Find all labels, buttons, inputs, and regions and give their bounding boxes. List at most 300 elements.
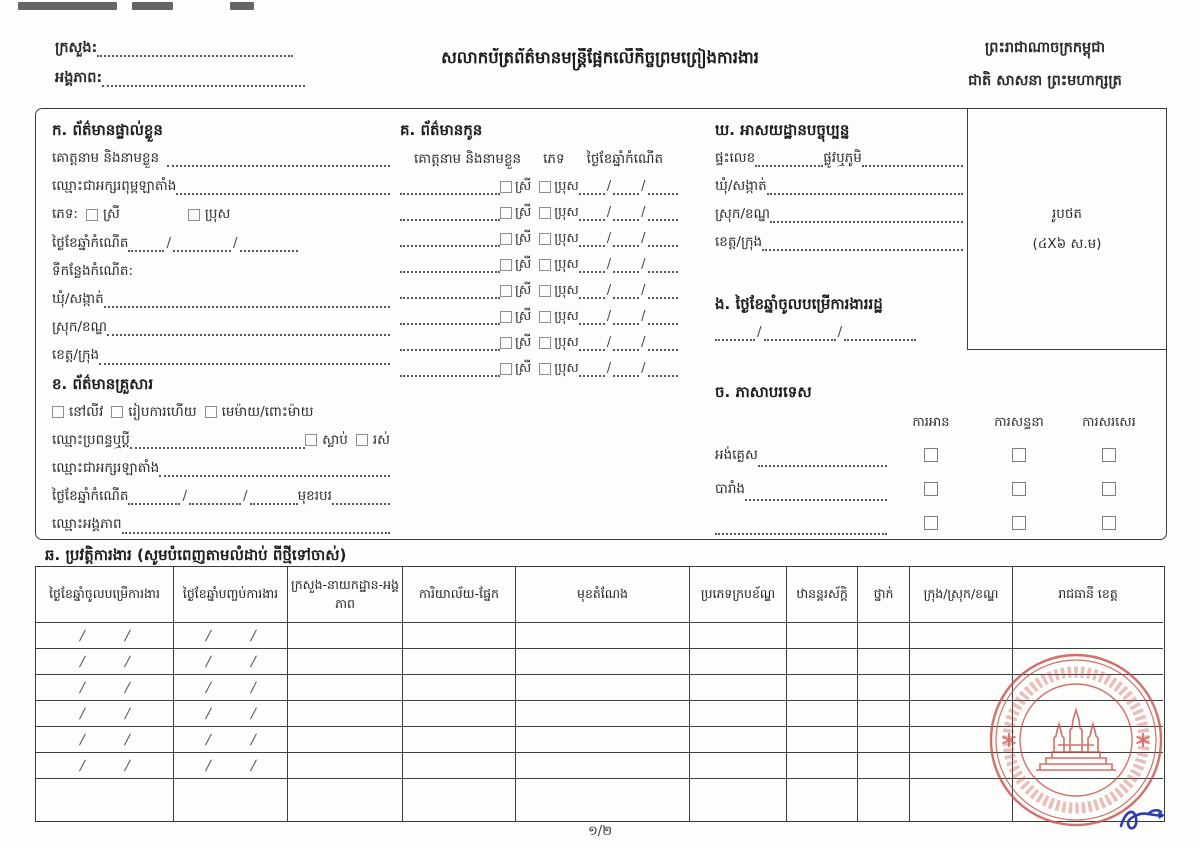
sex-line: [52, 200, 390, 228]
section-d-heading: ឃ. អាសយដ្ឋានបច្ចុប្បន្ន: [715, 121, 850, 139]
slash: /: [606, 361, 612, 376]
addr-commune-line: [715, 172, 963, 200]
slash: /: [641, 179, 646, 194]
child-dob-month-fill-in[interactable]: [613, 336, 639, 351]
slash: /: [606, 257, 612, 272]
table-cell-start-date[interactable]: / /: [36, 675, 174, 701]
child-female-checkbox[interactable]: [500, 311, 512, 323]
slash: /: [641, 335, 646, 350]
unit-fill-in[interactable]: [102, 72, 305, 87]
dob-year-fill-in[interactable]: [240, 237, 298, 252]
slash: /: [641, 361, 646, 376]
dob-label: ថ្ងៃខែឆ្នាំកំណើត: [52, 234, 129, 251]
slash: /: [606, 335, 612, 350]
table-cell-end-date[interactable]: / /: [174, 675, 288, 701]
table-cell-start-date[interactable]: / /: [36, 727, 174, 753]
table-cell[interactable]: [1013, 675, 1163, 701]
child-male-label: ប្រុស: [554, 231, 579, 246]
child-female-checkbox[interactable]: [500, 337, 512, 349]
child-female-label: ស្រី: [515, 179, 532, 194]
dob-line: [52, 229, 390, 257]
child-row: [400, 174, 714, 200]
slash: /: [233, 234, 238, 251]
language-row-french: [715, 472, 887, 506]
table-cell[interactable]: [288, 623, 403, 649]
ministry-line: [55, 34, 293, 62]
table-cell[interactable]: [288, 649, 403, 675]
table-cell[interactable]: [516, 779, 690, 821]
table-cell-end-date[interactable]: / /: [174, 753, 288, 779]
table-cell[interactable]: [516, 701, 690, 727]
child-row: [400, 304, 714, 330]
ministry-label: ក្រសួង:: [55, 40, 98, 56]
language-grid: [715, 408, 1167, 540]
table-cell[interactable]: [787, 727, 858, 753]
scan-artifact: [132, 2, 173, 10]
section-g-heading: ឆ. ប្រវត្តិការងារ (សូមបំពេញតាមលំដាប់ ពីថ្មីទៅចាស់): [45, 546, 347, 564]
table-cell[interactable]: [787, 623, 858, 649]
table-cell[interactable]: [858, 623, 910, 649]
child-male-label: ប្រុស: [554, 361, 579, 376]
commune-label: ឃុំ/សង្កាត់: [52, 291, 104, 308]
sex-label: ភេទ:: [52, 206, 78, 223]
section-current-address: [715, 116, 963, 256]
child-male-label: ប្រុស: [554, 309, 579, 324]
child-male-label: ប្រុស: [554, 205, 579, 220]
child-dob-month-fill-in[interactable]: [613, 362, 639, 377]
table-cell[interactable]: [858, 753, 910, 779]
table-cell[interactable]: [690, 649, 787, 675]
slash: /: [837, 324, 843, 340]
photo-size-note: (៤X៦ ស.ម): [1032, 236, 1102, 252]
table-cell[interactable]: [787, 649, 858, 675]
service-day-fill-in[interactable]: [715, 326, 755, 341]
children-header-row: [400, 144, 714, 174]
child-dob-month-fill-in[interactable]: [613, 310, 639, 325]
table-cell[interactable]: [858, 779, 910, 821]
other-writing-checkbox[interactable]: [1102, 516, 1116, 530]
spouse-name-fill-in[interactable]: [130, 434, 305, 449]
ministry-fill-in[interactable]: [97, 42, 293, 57]
table-cell[interactable]: [288, 727, 403, 753]
house-street-line: [715, 144, 963, 172]
married-checkbox[interactable]: [111, 406, 123, 418]
scan-artifact: [18, 2, 117, 10]
service-date-line: [715, 318, 977, 346]
table-cell[interactable]: [858, 649, 910, 675]
addr-district-label: ស្រុក/ខណ្ឌ: [715, 206, 771, 222]
married-label: រៀបការហើយ: [128, 403, 197, 420]
writing-col-header: ការសរសេរ: [1082, 415, 1136, 430]
child-dob-month-fill-in[interactable]: [613, 284, 639, 299]
col-header-city-district: ក្រុង/ស្រុក/ខណ្ឌ: [910, 567, 1013, 623]
photo-label: រូបថត: [1052, 206, 1082, 222]
table-cell[interactable]: [910, 623, 1013, 649]
table-cell[interactable]: [516, 675, 690, 701]
spouse-label: ឈ្មោះប្រពន្ធឬប្ដី: [52, 431, 130, 448]
table-cell[interactable]: [403, 753, 516, 779]
child-row: [400, 200, 714, 226]
spouse-alive-label: រស់: [372, 431, 390, 448]
child-dob-day-fill-in[interactable]: [579, 206, 605, 221]
child-female-checkbox[interactable]: [500, 181, 512, 193]
col-header-end-date: ថ្ងៃខែឆ្នាំបញ្ចប់ការងារ: [174, 567, 288, 623]
table-cell-end-date[interactable]: / /: [174, 701, 288, 727]
slash: /: [606, 283, 612, 298]
col-header-start-date: ថ្ងៃខែឆ្នាំចូលបម្រើការងារ: [36, 567, 174, 623]
table-cell[interactable]: [403, 675, 516, 701]
single-checkbox[interactable]: [52, 406, 64, 418]
child-row: [400, 330, 714, 356]
province-label: ខេត្ត/ក្រុង: [52, 347, 100, 364]
table-cell[interactable]: [403, 623, 516, 649]
table-cell[interactable]: [787, 779, 858, 821]
latin-name-fill-in[interactable]: [176, 180, 390, 195]
photo-box: [967, 108, 1167, 350]
child-female-label: ស្រី: [515, 205, 532, 220]
table-cell-end-date[interactable]: / /: [174, 727, 288, 753]
child-name-fill-in[interactable]: [400, 310, 500, 325]
slash: /: [757, 324, 762, 340]
col-header-ministry-dept-unit: ក្រសួង-នាយកដ្ឋាន-អង្គភាព: [288, 567, 403, 623]
slash: /: [641, 205, 646, 220]
section-e-heading: ង. ថ្ងៃខែឆ្នាំចូលបម្រើការងាររដ្ឋ: [715, 295, 883, 313]
kingdom-motto-block: [915, 32, 1175, 98]
latin-name-label: ឈ្មោះជាអក្សរពុម្ពឡាតាំង: [52, 178, 177, 195]
table-cell-start-date[interactable]: / /: [36, 649, 174, 675]
female-label: ស្រី: [102, 206, 120, 223]
child-female-label: ស្រី: [515, 309, 532, 324]
dob-month-fill-in[interactable]: [173, 237, 231, 252]
english-reading-checkbox[interactable]: [924, 448, 938, 462]
table-cell[interactable]: [1013, 727, 1163, 753]
table-cell[interactable]: [787, 753, 858, 779]
spouse-occupation-fill-in[interactable]: [332, 490, 390, 505]
table-cell[interactable]: [858, 727, 910, 753]
english-label: អង់គ្លេស: [715, 447, 758, 463]
child-male-label: ប្រុស: [554, 335, 579, 350]
child-female-label: ស្រី: [515, 231, 532, 246]
child-female-label: ស្រី: [515, 361, 532, 376]
table-cell[interactable]: [516, 753, 690, 779]
spouse-latin-name-fill-in[interactable]: [159, 462, 390, 477]
child-name-fill-in[interactable]: [400, 336, 500, 351]
table-cell[interactable]: [288, 701, 403, 727]
spouse-unit-fill-in[interactable]: [122, 519, 390, 534]
district-line: [52, 313, 390, 341]
child-name-fill-in[interactable]: [400, 232, 500, 247]
child-male-checkbox[interactable]: [539, 259, 551, 271]
table-cell-start-date[interactable]: / /: [36, 701, 174, 727]
fullname-line: [52, 144, 390, 172]
child-dob-year-fill-in[interactable]: [648, 258, 678, 273]
addr-district-line: [715, 200, 963, 228]
child-name-fill-in[interactable]: [400, 284, 500, 299]
spouse-latin-name-line: [52, 454, 390, 482]
table-cell-end-date[interactable]: / /: [174, 623, 288, 649]
children-dob-col: ថ្ងៃខែឆ្នាំកំណើត: [586, 151, 664, 167]
unit-label: អង្គភាព:: [55, 70, 103, 86]
child-female-label: ស្រី: [515, 283, 532, 298]
district-label: ស្រុក/ខណ្ឌ: [52, 319, 108, 336]
child-male-checkbox[interactable]: [539, 233, 551, 245]
child-dob-month-fill-in[interactable]: [613, 232, 639, 247]
work-history-table: [35, 566, 1165, 822]
child-row: [400, 252, 714, 278]
table-cell[interactable]: [288, 675, 403, 701]
french-writing-checkbox[interactable]: [1102, 482, 1116, 496]
marital-status-line: [52, 398, 390, 426]
child-male-checkbox[interactable]: [539, 207, 551, 219]
table-cell[interactable]: [516, 727, 690, 753]
other-reading-checkbox[interactable]: [924, 516, 938, 530]
table-cell[interactable]: [36, 779, 174, 821]
slash: /: [606, 205, 612, 220]
pob-line: [52, 257, 390, 285]
table-cell[interactable]: [910, 701, 1013, 727]
child-male-label: ប្រុស: [554, 179, 579, 194]
table-cell-end-date[interactable]: / /: [174, 649, 288, 675]
table-cell[interactable]: [1013, 779, 1163, 821]
table-cell[interactable]: [858, 701, 910, 727]
child-dob-year-fill-in[interactable]: [648, 206, 678, 221]
table-cell[interactable]: [516, 649, 690, 675]
child-dob-month-fill-in[interactable]: [613, 180, 639, 195]
section-c-heading: គ. ព័ត៌មានកូន: [400, 121, 483, 139]
latin-name-line: [52, 172, 390, 200]
child-male-checkbox[interactable]: [539, 285, 551, 297]
spouse-dob-line: [52, 482, 390, 510]
addr-commune-label: ឃុំ/សង្កាត់: [715, 178, 767, 194]
reading-col-header: ការអាន: [912, 415, 950, 430]
spouse-alive-checkbox[interactable]: [356, 434, 368, 446]
french-reading-checkbox[interactable]: [924, 482, 938, 496]
table-cell[interactable]: [403, 727, 516, 753]
commune-fill-in[interactable]: [104, 293, 390, 308]
table-cell[interactable]: [1013, 753, 1163, 779]
table-cell[interactable]: [288, 779, 403, 821]
kingdom-line: ព្រះរាជាណាចក្រកម្ពុជា: [984, 40, 1106, 56]
child-row: [400, 278, 714, 304]
child-female-checkbox[interactable]: [500, 233, 512, 245]
province-fill-in[interactable]: [99, 350, 390, 365]
child-male-checkbox[interactable]: [539, 363, 551, 375]
slash: /: [641, 283, 646, 298]
street-label: ផ្លូវឬភូមិ: [823, 150, 862, 166]
addr-commune-fill-in[interactable]: [767, 180, 963, 195]
child-name-fill-in[interactable]: [400, 362, 500, 377]
child-male-checkbox[interactable]: [539, 337, 551, 349]
slash: /: [182, 488, 188, 505]
addr-province-label: ខេត្ត/ក្រុង: [715, 234, 763, 250]
french-label: បារាំង: [715, 481, 745, 497]
children-name-col: គោត្តនាម និងនាមខ្លួន: [414, 151, 522, 167]
table-cell[interactable]: [403, 779, 516, 821]
child-dob-year-fill-in[interactable]: [648, 284, 678, 299]
english-writing-checkbox[interactable]: [1102, 448, 1116, 462]
child-dob-year-fill-in[interactable]: [648, 180, 678, 195]
spouse-occupation-label: មុខរបរ: [297, 488, 332, 505]
table-cell[interactable]: [1013, 649, 1163, 675]
table-cell[interactable]: [910, 675, 1013, 701]
child-dob-day-fill-in[interactable]: [579, 310, 605, 325]
section-f-heading: ច. ភាសាបរទេស: [715, 383, 812, 401]
child-name-fill-in[interactable]: [400, 180, 500, 195]
language-row-other: [715, 506, 887, 540]
slash: /: [606, 231, 612, 246]
form-title: សលាកប័ត្រព័ត៌មានមន្ត្រីផ្អែកលើកិច្ចព្រមព្រៀងការងារ: [441, 48, 759, 67]
table-cell[interactable]: [174, 779, 288, 821]
table-cell[interactable]: [690, 779, 787, 821]
fullname-label: គោត្តនាម និងនាមខ្លួន: [52, 150, 160, 166]
child-female-checkbox[interactable]: [500, 285, 512, 297]
unit-line: [55, 64, 305, 92]
addr-province-fill-in[interactable]: [762, 236, 963, 251]
table-cell[interactable]: [690, 701, 787, 727]
table-cell[interactable]: [787, 701, 858, 727]
child-female-label: ស្រី: [515, 257, 532, 272]
section-b-heading: ខ. ព័ត៌មានគ្រួសារ: [52, 374, 154, 393]
child-male-checkbox[interactable]: [539, 311, 551, 323]
spouse-unit-line: [52, 510, 390, 538]
scan-artifact: [230, 2, 254, 10]
language-row-english: [715, 438, 887, 472]
section-children-info: [400, 116, 714, 382]
col-header-position: មុខតំណែង: [516, 567, 690, 623]
speaking-col-header: ការសន្ទនា: [994, 415, 1044, 430]
english-speaking-checkbox[interactable]: [1012, 448, 1026, 462]
children-sex-col: ភេទ: [543, 151, 565, 167]
section-state-service-date: [715, 290, 977, 346]
female-checkbox[interactable]: [86, 209, 98, 221]
col-header-grade: ថ្នាក់: [858, 567, 910, 623]
dob-day-fill-in[interactable]: [128, 237, 164, 252]
child-dob-year-fill-in[interactable]: [648, 336, 678, 351]
table-cell-start-date[interactable]: / /: [36, 623, 174, 649]
service-month-fill-in[interactable]: [764, 326, 836, 341]
child-female-checkbox[interactable]: [500, 207, 512, 219]
table-cell[interactable]: [1013, 701, 1163, 727]
child-male-label: ប្រុស: [554, 283, 579, 298]
col-header-rank: ឋានន្តរស័ក្តិ: [787, 567, 858, 623]
french-speaking-checkbox[interactable]: [1012, 482, 1026, 496]
table-cell[interactable]: [787, 675, 858, 701]
table-cell[interactable]: [910, 753, 1013, 779]
single-label: នៅលីវ: [69, 403, 104, 420]
table-cell[interactable]: [910, 649, 1013, 675]
district-fill-in[interactable]: [107, 321, 390, 336]
section-a-heading: ក. ព័ត៌មានផ្ទាល់ខ្លួន: [52, 121, 163, 139]
table-cell[interactable]: [690, 623, 787, 649]
col-header-framework-type: ប្រភេទក្របខ័ណ្ឌ: [690, 567, 787, 623]
table-cell[interactable]: [288, 753, 403, 779]
widowed-label: មេម៉ាយ/ពោះម៉ាយ: [221, 403, 314, 420]
table-cell[interactable]: [403, 649, 516, 675]
spouse-unit-label: ឈ្មោះអង្គភាព: [52, 516, 122, 533]
other-speaking-checkbox[interactable]: [1012, 516, 1026, 530]
province-line: [52, 341, 390, 369]
french-fill-in[interactable]: [745, 486, 887, 501]
slash: /: [166, 234, 172, 251]
child-dob-day-fill-in[interactable]: [579, 180, 605, 195]
child-name-fill-in[interactable]: [400, 258, 500, 273]
spouse-dob-month-fill-in[interactable]: [189, 490, 241, 505]
section-personal-info: [52, 116, 390, 539]
table-cell[interactable]: [403, 701, 516, 727]
child-dob-day-fill-in[interactable]: [579, 362, 605, 377]
table-cell[interactable]: [1013, 623, 1163, 649]
slash: /: [243, 488, 248, 505]
spouse-dob-year-fill-in[interactable]: [250, 490, 298, 505]
child-male-checkbox[interactable]: [539, 181, 551, 193]
child-name-fill-in[interactable]: [400, 206, 500, 221]
widowed-checkbox[interactable]: [205, 406, 217, 418]
english-fill-in[interactable]: [758, 452, 887, 467]
spouse-dead-label: ស្លាប់: [322, 431, 348, 448]
slash: /: [606, 179, 612, 194]
child-row: [400, 356, 714, 382]
slash: /: [641, 257, 646, 272]
col-header-office-section: ការិយាល័យ-ផ្នែក: [403, 567, 516, 623]
service-year-fill-in[interactable]: [844, 326, 916, 341]
table-cell[interactable]: [690, 753, 787, 779]
child-female-label: ស្រី: [515, 335, 532, 350]
table-cell[interactable]: [690, 727, 787, 753]
child-male-label: ប្រុស: [554, 257, 579, 272]
child-dob-year-fill-in[interactable]: [648, 232, 678, 247]
child-female-checkbox[interactable]: [500, 259, 512, 271]
pob-label: ទីកន្លែងកំណើត:: [52, 262, 134, 279]
house-fill-in[interactable]: [755, 152, 823, 167]
table-cell-start-date[interactable]: / /: [36, 753, 174, 779]
house-label: ផ្ទះលេខ: [715, 150, 756, 166]
spouse-latin-name-label: ឈ្មោះជាអក្សរឡាតាំង: [52, 460, 160, 477]
child-dob-day-fill-in[interactable]: [579, 336, 605, 351]
table-cell[interactable]: [858, 675, 910, 701]
other-language-fill-in[interactable]: [715, 520, 887, 535]
child-dob-month-fill-in[interactable]: [613, 206, 639, 221]
addr-district-fill-in[interactable]: [770, 208, 963, 223]
child-female-checkbox[interactable]: [500, 363, 512, 375]
slash: /: [641, 231, 646, 246]
street-fill-in[interactable]: [862, 152, 963, 167]
col-header-capital-province: រាជធានី ខេត្ត: [1013, 567, 1163, 623]
slash: /: [606, 309, 612, 324]
spouse-line: [52, 426, 390, 454]
child-dob-month-fill-in[interactable]: [613, 258, 639, 273]
child-dob-day-fill-in[interactable]: [579, 284, 605, 299]
child-dob-day-fill-in[interactable]: [579, 258, 605, 273]
spouse-dead-checkbox[interactable]: [305, 434, 317, 446]
table-cell[interactable]: [690, 675, 787, 701]
spouse-dob-day-fill-in[interactable]: [128, 490, 180, 505]
child-dob-year-fill-in[interactable]: [648, 310, 678, 325]
addr-province-line: [715, 228, 963, 256]
table-cell[interactable]: [910, 727, 1013, 753]
fullname-fill-in[interactable]: [167, 152, 390, 167]
child-row: [400, 226, 714, 252]
spouse-dob-label: ថ្ងៃខែឆ្នាំកំណើត: [52, 488, 129, 505]
child-dob-year-fill-in[interactable]: [648, 362, 678, 377]
male-label: ប្រុស: [204, 206, 231, 223]
table-cell[interactable]: [910, 779, 1013, 821]
male-checkbox[interactable]: [188, 209, 200, 221]
child-dob-day-fill-in[interactable]: [579, 232, 605, 247]
section-foreign-languages: [715, 378, 1167, 540]
table-cell[interactable]: [516, 623, 690, 649]
page-number: ១/២: [587, 824, 613, 839]
commune-line: [52, 285, 390, 313]
